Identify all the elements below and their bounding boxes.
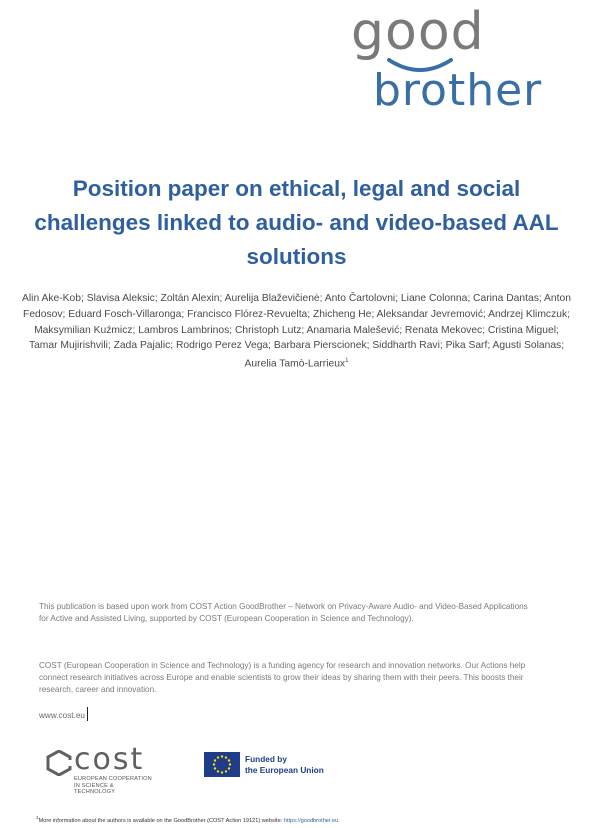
eu-line2: the European Union	[245, 765, 324, 775]
cost-description: COST (European Cooperation in Science and Technology) is a funding agency for research and innovation networks. Our Actions help connect research initiatives across Europe and enable scientists to grow their ideas by sharing them with their peers. This boosts their research, career and innovation.	[39, 661, 526, 695]
document-title: Position paper on ethical, legal and social challenges linked to audio- and video-based AAL solutions	[34, 176, 559, 269]
authors-footnote-marker: 1	[345, 358, 349, 365]
funding-note: This publication is based upon work from COST Action GoodBrother – Network on Privacy-Aware Audio- and Video-Based Applications for Active and Assisted Living, supported by COST (European Cooperation in Science and Technology).	[39, 602, 528, 624]
footnote-marker: 1	[36, 815, 39, 820]
logo-brother-text: brother	[373, 65, 543, 116]
logo-good-text: good	[351, 2, 485, 62]
cost-emblem-icon	[46, 750, 72, 776]
author-list	[22, 291, 571, 372]
cost-sub-line1: EUROPEAN COOPERATION	[74, 776, 152, 782]
cost-logo	[46, 742, 156, 796]
cost-sub-line2: IN SCIENCE & TECHNOLOGY	[74, 782, 116, 796]
eu-line1: Funded by	[245, 754, 287, 764]
footnote	[36, 815, 338, 824]
cost-logo-subtitle	[74, 776, 156, 796]
goodbrother-logo	[345, 2, 560, 120]
eu-funding-logo	[204, 752, 324, 782]
eu-flag-icon	[204, 752, 240, 777]
cost-website-link[interactable]: www.cost.eu	[39, 711, 85, 720]
authors-text: Alin Ake-Kob; Slavisa Aleksic; Zoltán Alexin; Aurelija Blaževičienė; Anto Čartolovni; Liane Colonna; Carina Dantas; Anton Fedosov; Eduard Fosch-Villaronga; Francisco Flórez-Revuelta; Zhicheng He; Aleksandar Jevremović; Andrzej Klimczuk; Maksymilian Kuźmicz; Lambros Lambrinos; Christoph Lutz; Anamaria Malešević; Renata Mekovec; Cristina Miguel; Tamar Mujirishvili; Zada Pajalic; Rodrigo Perez Vega; Barbara Pierscionek; Siddharth Ravi; Pika Sarf; Agusti Solanas; Aurelia Tamò-Larrieux	[22, 293, 571, 370]
cost-logo-word: cost	[74, 742, 145, 777]
text-cursor	[87, 707, 88, 721]
goodbrother-link[interactable]: https://goodbrother.eu	[283, 817, 339, 824]
footnote-text: More information about the authors is available on the GoodBrother (COST Action 19121) website:	[38, 817, 284, 824]
eu-funding-text	[245, 754, 335, 776]
